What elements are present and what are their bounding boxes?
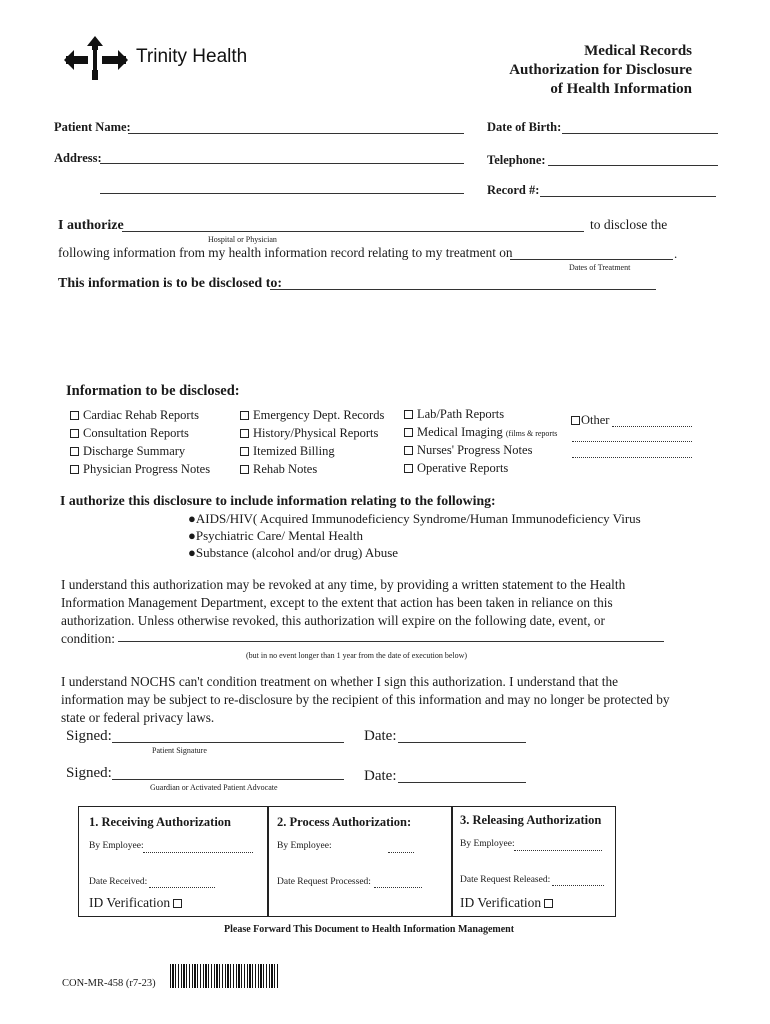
guardian-signature-field[interactable] [112,779,344,780]
dob-field[interactable] [562,133,718,134]
expiration-field[interactable] [118,641,664,642]
releasing-date-label: Date Request Released: [460,875,551,885]
patient-signed-label: Signed: [66,728,112,744]
authorize-tail: to disclose the [590,217,668,232]
checkbox-icon[interactable] [70,429,79,438]
disclosed-to-field[interactable] [270,289,656,290]
receiving-authorization-box [78,806,269,917]
checkbox-discharge-summary[interactable]: Discharge Summary [70,444,185,459]
checkbox-physician-progress[interactable]: Physician Progress Notes [70,462,210,477]
treatment-dates-field[interactable] [510,259,673,260]
address-field[interactable] [100,163,464,164]
forward-instruction: Please Forward This Document to Health Information Management [224,924,515,935]
process-by-field[interactable] [388,852,414,853]
releasing-date-field[interactable] [552,885,604,886]
checkbox-icon[interactable] [240,447,249,456]
trinity-cross-icon [62,36,132,84]
checkbox-medical-imaging[interactable]: Medical Imaging (films & reports [404,425,557,440]
dob-label: Date of Birth: [487,120,562,134]
condition-line-2: information may be subject to re-disclosure by the recipient of this information and may no longer be protected by [61,692,670,707]
checkbox-icon[interactable] [571,416,580,425]
receiving-date-field[interactable] [149,887,215,888]
sensitive-heading: I authorize this disclosure to include information relating to the following: [60,493,496,508]
checkbox-icon[interactable] [70,411,79,420]
releasing-by-label: By Employee: [460,839,515,849]
patient-signature-field[interactable] [112,742,344,743]
checkbox-itemized-billing[interactable]: Itemized Billing [240,444,335,459]
checkbox-nurses-progress[interactable]: Nurses' Progress Notes [404,443,532,458]
patient-name-field[interactable] [128,133,464,134]
process-date-field[interactable] [374,887,422,888]
guardian-date-field[interactable] [398,782,526,783]
checkbox-emergency-dept[interactable]: Emergency Dept. Records [240,408,384,423]
revoke-paragraph [61,576,711,648]
bullet-substance: ●Substance (alcohol and/or drug) Abuse [188,545,399,560]
form-title-line-1: Medical Records [584,43,692,59]
disclosed-to-label: This information is to be disclosed to: [58,276,283,291]
following-period: . [674,246,678,261]
other-field-1[interactable] [612,426,692,427]
revoke-line-1: I understand this authorization may be revoked at any time, by providing a written statement to the Health [61,577,626,592]
releasing-title: 3. Releasing Authorization [460,813,602,827]
process-authorization-box [267,806,453,917]
following-text: following information from my health information record relating to my treatment on [58,245,513,260]
checkbox-history-physical[interactable]: History/Physical Reports [240,426,378,441]
record-field[interactable] [540,196,716,197]
checkbox-operative-reports[interactable]: Operative Reports [404,461,508,476]
checkbox-icon[interactable] [173,899,182,908]
telephone-label: Telephone: [487,153,546,167]
receiving-by-field[interactable] [143,852,253,853]
checkbox-icon[interactable] [404,428,413,437]
revoke-line-2: Information Management Department, except to the extent that action has been taken in reliance on this [61,595,613,610]
telephone-field[interactable] [548,165,718,166]
process-by-label: By Employee: [277,841,332,851]
releasing-authorization-box [451,806,616,917]
brand-name: Trinity Health [136,46,248,67]
record-label: Record #: [487,183,540,197]
address-label: Address: [54,151,102,165]
checkbox-icon[interactable] [70,465,79,474]
dates-caption: Dates of Treatment [569,263,631,272]
patient-date-field[interactable] [398,742,526,743]
process-title: 2. Process Authorization: [277,815,412,829]
checkbox-rehab-notes[interactable]: Rehab Notes [240,462,317,477]
process-date-label: Date Request Processed: [277,877,371,887]
hospital-caption: Hospital or Physician [208,235,277,244]
trinity-logo [62,36,302,84]
patient-name-label: Patient Name: [54,120,131,134]
receiving-date-label: Date Received: [89,877,148,887]
other-field-3[interactable] [572,457,692,458]
checkbox-icon[interactable] [404,446,413,455]
receiving-title: 1. Receiving Authorization [89,815,232,829]
receiving-id-verification[interactable]: ID Verification [89,895,186,911]
releasing-id-verification[interactable]: ID Verification [460,895,557,911]
barcode [170,964,280,988]
condition-line-3: state or federal privacy laws. [61,710,215,725]
form-title [509,42,692,99]
hospital-field[interactable] [122,231,584,232]
authorize-lead: I authorize [58,218,124,233]
bullet-aids-hiv: ●AIDS/HIV( Acquired Immunodeficiency Syndrome/Human Immunodeficiency Virus [188,511,641,526]
checkbox-icon[interactable] [240,465,249,474]
guardian-signature-caption: Guardian or Activated Patient Advocate [150,783,278,792]
checkbox-icon[interactable] [240,411,249,420]
form-title-line-3: of Health Information [550,81,692,97]
checkbox-icon[interactable] [70,447,79,456]
releasing-by-field[interactable] [514,850,602,851]
limit-note: (but in no event longer than 1 year from the date of execution below) [246,651,468,660]
condition-line-1: I understand NOCHS can't condition treatment on whether I sign this authorization. I understand that the [61,674,619,689]
checkbox-consultation[interactable]: Consultation Reports [70,426,189,441]
form-code: CON-MR-458 (r7-23) [62,978,156,989]
imaging-note: (films & reports [505,429,558,438]
patient-date-label: Date: [364,728,397,744]
form-title-line-2: Authorization for Disclosure [509,62,692,78]
info-heading: Information to be disclosed: [66,383,240,399]
receiving-by-label: By Employee: [89,841,144,851]
checkbox-icon[interactable] [240,429,249,438]
patient-signature-caption: Patient Signature [152,746,207,755]
checkbox-icon[interactable] [544,899,553,908]
checkbox-other[interactable]: Other [571,413,609,428]
guardian-date-label: Date: [364,768,397,784]
guardian-signed-label: Signed: [66,765,112,781]
revoke-line-3: authorization. Unless otherwise revoked, this authorization will expire on the following date, event, or [61,613,605,628]
checkbox-lab-path[interactable]: Lab/Path Reports [404,407,504,422]
checkbox-cardiac-rehab[interactable]: Cardiac Rehab Reports [70,408,199,423]
condition-paragraph [61,673,721,727]
other-field-2[interactable] [572,441,692,442]
checkbox-icon[interactable] [404,410,413,419]
checkbox-icon[interactable] [404,464,413,473]
address-line-2-field[interactable] [100,193,464,194]
revoke-line-4: condition: [61,631,115,646]
bullet-psychiatric: ●Psychiatric Care/ Mental Health [188,528,363,543]
